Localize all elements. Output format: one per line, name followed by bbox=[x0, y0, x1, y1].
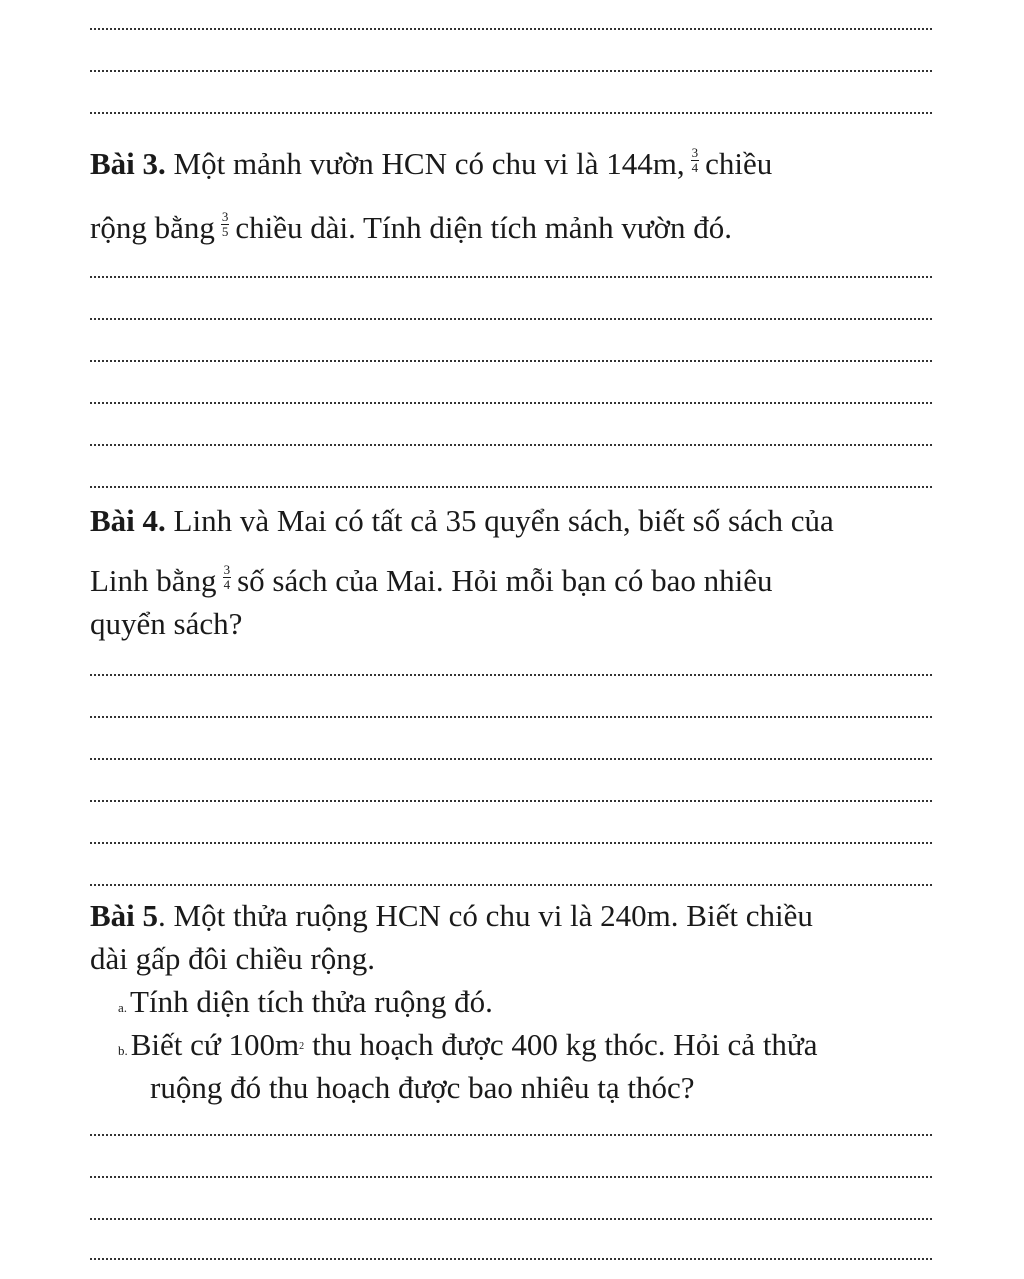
fraction: $\frac{3}{4}$ bbox=[691, 145, 699, 176]
answer-line bbox=[90, 318, 932, 320]
exercise-4-text: Linh bằng bbox=[90, 563, 217, 598]
answer-line bbox=[90, 360, 932, 362]
answer-line bbox=[90, 800, 932, 802]
list-marker: b. bbox=[118, 1043, 128, 1058]
exercise-5-line-1 bbox=[90, 898, 813, 934]
exercise-5-text: dài gấp đôi chiều rộng. bbox=[90, 941, 375, 976]
answer-line bbox=[90, 758, 932, 760]
exercise-5-item-b-text: thu hoạch được 400 kg thóc. Hỏi cả thửa bbox=[312, 1027, 818, 1062]
exercise-5-label: Bài 5 bbox=[90, 898, 159, 933]
answer-line bbox=[90, 716, 932, 718]
exercise-3-label: Bài 3. bbox=[90, 146, 166, 181]
exercise-5-item-b-text: Biết cứ 100m bbox=[130, 1027, 300, 1062]
answer-line bbox=[90, 884, 932, 886]
exercise-4-text: số sách của Mai. Hỏi mỗi bạn có bao nhiêu bbox=[237, 563, 773, 598]
answer-line bbox=[90, 70, 932, 72]
answer-line bbox=[90, 1258, 932, 1260]
answer-line bbox=[90, 402, 932, 404]
exercise-5-line-2 bbox=[90, 941, 375, 977]
exercise-3-text: rộng bằng bbox=[90, 210, 215, 245]
fraction: $\frac{3}{5}$ bbox=[221, 209, 229, 240]
exercise-3-line-2 bbox=[90, 210, 732, 246]
answer-line bbox=[90, 444, 932, 446]
exercise-5-text: . Một thửa ruộng HCN có chu vi là 240m. Biết chiều bbox=[158, 898, 813, 933]
exercise-5-item-b bbox=[118, 1027, 818, 1069]
answer-line bbox=[90, 112, 932, 114]
answer-line bbox=[90, 486, 932, 488]
superscript: 2 bbox=[299, 1041, 305, 1052]
answer-line bbox=[90, 276, 932, 278]
answer-line bbox=[90, 842, 932, 844]
answer-line bbox=[90, 1134, 932, 1136]
answer-line bbox=[90, 28, 932, 30]
exercise-4-line-3 bbox=[90, 606, 242, 642]
exercise-5-item-b-text: ruộng đó thu hoạch được bao nhiêu tạ thóc? bbox=[150, 1070, 695, 1105]
fraction: $\frac{3}{4}$ bbox=[223, 562, 231, 593]
exercise-3-text: chiều dài. Tính diện tích mảnh vườn đó. bbox=[235, 210, 733, 245]
exercise-3-text: Một mảnh vườn HCN có chu vi là 144m, bbox=[165, 146, 685, 181]
exercise-5-item-a bbox=[118, 984, 493, 1026]
exercise-4-label: Bài 4. bbox=[90, 503, 166, 538]
list-marker: a. bbox=[118, 1000, 128, 1015]
exercise-5-item-b-cont bbox=[150, 1070, 695, 1106]
answer-line bbox=[90, 674, 932, 676]
exercise-3-line-1 bbox=[90, 146, 772, 182]
exercise-4-line-1 bbox=[90, 503, 834, 539]
exercise-4-text: quyển sách? bbox=[90, 606, 243, 641]
exercise-3-text: chiều bbox=[705, 146, 773, 181]
exercise-4-text: Linh và Mai có tất cả 35 quyển sách, biết số sách của bbox=[165, 503, 834, 538]
exercise-5-item-a-text: Tính diện tích thửa ruộng đó. bbox=[130, 984, 493, 1019]
answer-line bbox=[90, 1218, 932, 1220]
exercise-4-line-2 bbox=[90, 563, 773, 599]
answer-line bbox=[90, 1176, 932, 1178]
